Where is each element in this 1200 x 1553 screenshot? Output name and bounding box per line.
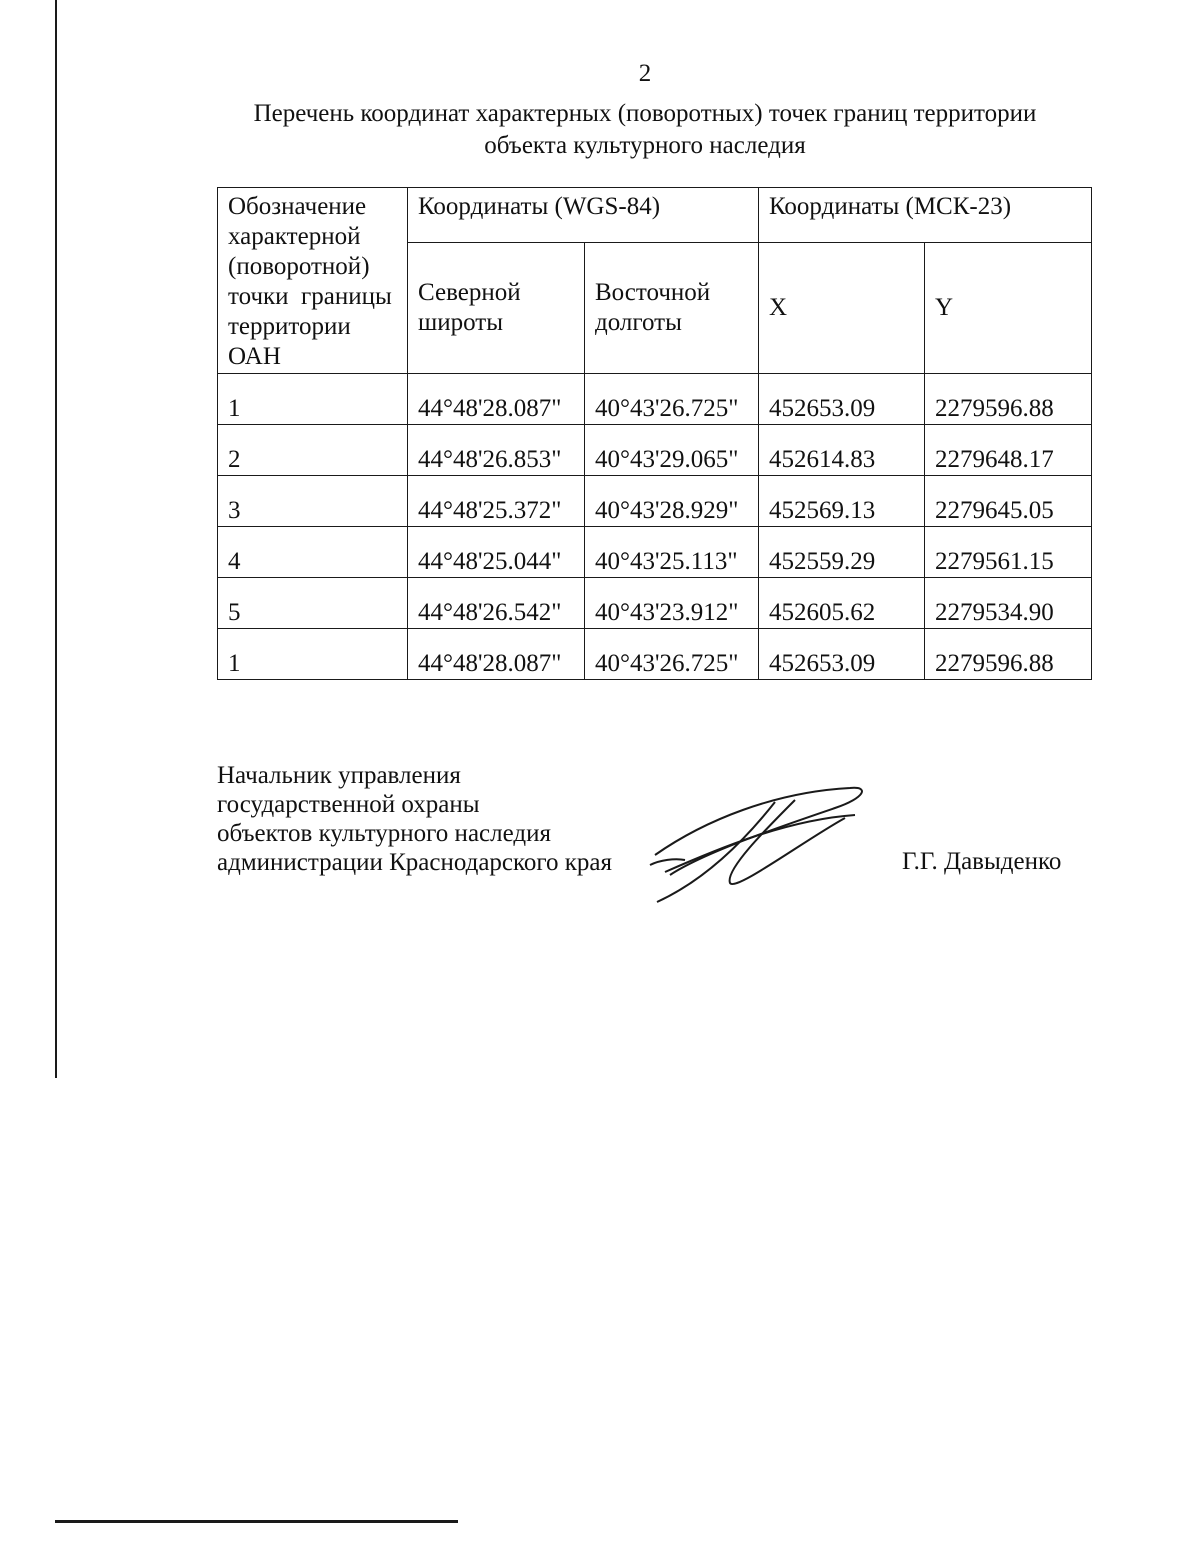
point-cell: 1 — [218, 374, 408, 425]
document-title — [150, 98, 1140, 162]
table-header-row-1 — [218, 188, 1092, 243]
x-cell: 452614.83 — [759, 425, 925, 476]
table-row — [218, 476, 1092, 527]
point-cell: 1 — [218, 629, 408, 680]
point-cell: 2 — [218, 425, 408, 476]
east-header-line: Восточной — [595, 279, 711, 306]
msk23-group-header: Координаты (МСК-23) — [759, 188, 1092, 243]
handwritten-signature — [645, 780, 870, 910]
y-cell: 2279534.90 — [925, 578, 1092, 629]
table-row — [218, 527, 1092, 578]
north-cell: 44°48'28.087" — [408, 374, 585, 425]
page-number: 2 — [638, 60, 652, 87]
coordinates-table — [217, 187, 1092, 680]
east-header-line: долготы — [595, 309, 682, 336]
table-row — [218, 578, 1092, 629]
x-cell: 452653.09 — [759, 629, 925, 680]
y-cell: 2279596.88 — [925, 629, 1092, 680]
x-cell: 452569.13 — [759, 476, 925, 527]
north-latitude-header — [408, 243, 585, 374]
east-cell: 40°43'29.065" — [585, 425, 759, 476]
point-header-line: Обозначение — [228, 193, 367, 220]
north-cell: 44°48'25.044" — [408, 527, 585, 578]
title-line-2: объекта культурного наследия — [484, 132, 806, 159]
point-header-line: ОАН — [228, 343, 281, 370]
signatory-position — [217, 761, 612, 877]
point-cell: 4 — [218, 527, 408, 578]
north-cell: 44°48'26.853" — [408, 425, 585, 476]
table-row — [218, 374, 1092, 425]
point-cell: 5 — [218, 578, 408, 629]
position-line: государственной охраны — [217, 791, 480, 818]
bottom-rule — [55, 1520, 458, 1523]
north-header-line: широты — [418, 309, 504, 336]
point-header-line: точки границы — [228, 283, 392, 310]
position-line: объектов культурного наследия — [217, 820, 551, 847]
table-row — [218, 629, 1092, 680]
east-cell: 40°43'23.912" — [585, 578, 759, 629]
table-row — [218, 425, 1092, 476]
east-longitude-header — [585, 243, 759, 374]
y-cell: 2279596.88 — [925, 374, 1092, 425]
north-header-line: Северной — [418, 279, 521, 306]
left-margin-rule — [55, 0, 57, 1078]
x-cell: 452653.09 — [759, 374, 925, 425]
north-cell: 44°48'26.542" — [408, 578, 585, 629]
x-cell: 452605.62 — [759, 578, 925, 629]
point-header-line: территории — [228, 313, 351, 340]
y-cell: 2279561.15 — [925, 527, 1092, 578]
y-cell: 2279648.17 — [925, 425, 1092, 476]
wgs84-group-header: Координаты (WGS-84) — [408, 188, 759, 243]
x-cell: 452559.29 — [759, 527, 925, 578]
y-cell: 2279645.05 — [925, 476, 1092, 527]
east-cell: 40°43'26.725" — [585, 374, 759, 425]
position-line: администрации Краснодарского края — [217, 849, 613, 876]
north-cell: 44°48'25.372" — [408, 476, 585, 527]
position-line: Начальник управления — [217, 762, 461, 789]
x-header: X — [759, 243, 925, 374]
north-cell: 44°48'28.087" — [408, 629, 585, 680]
point-header-line: (поворотной) — [228, 253, 370, 280]
signer-name: Г.Г. Давыденко — [902, 848, 1062, 875]
y-header: Y — [925, 243, 1092, 374]
east-cell: 40°43'25.113" — [585, 527, 759, 578]
point-designation-header — [218, 188, 408, 374]
east-cell: 40°43'28.929" — [585, 476, 759, 527]
title-line-1: Перечень координат характерных (поворотных) точек границ территории — [253, 100, 1037, 127]
point-header-line: характерной — [228, 223, 361, 250]
east-cell: 40°43'26.725" — [585, 629, 759, 680]
point-cell: 3 — [218, 476, 408, 527]
